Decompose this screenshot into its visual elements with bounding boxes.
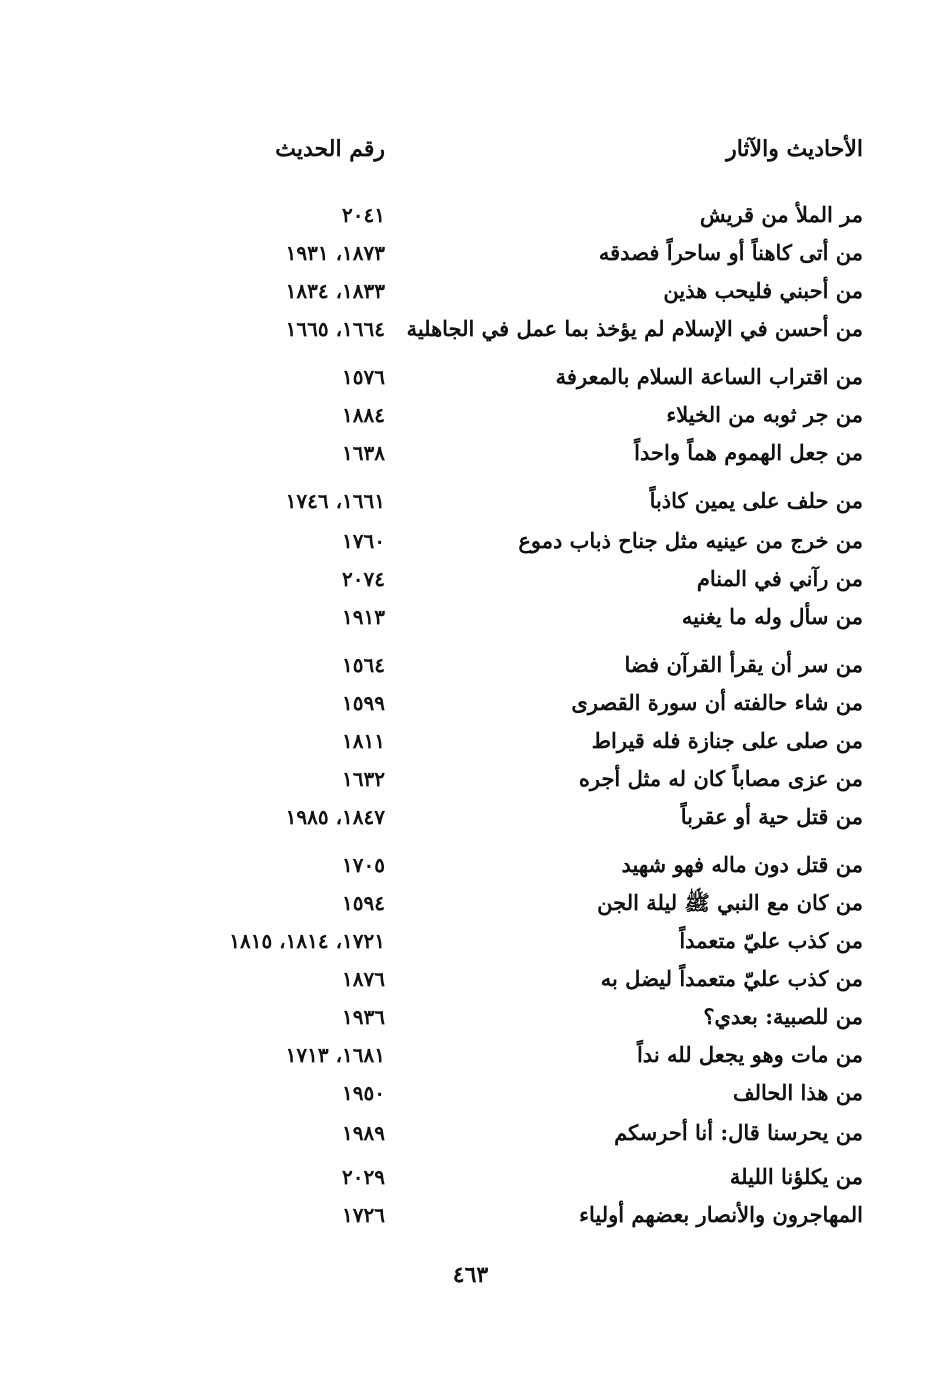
index-entry: [0, 1076, 941, 1110]
index-entry: [0, 312, 941, 346]
entry-text: من مات وهو يجعل لله نداً: [636, 1042, 863, 1067]
entry-numbers: ١٦٦٤، ١٦٦٥: [285, 317, 385, 341]
entry-text: من اقتراب الساعة السلام بالمعرفة: [555, 364, 863, 389]
entry-text: من قتل دون ماله فهو شهيد: [621, 852, 863, 877]
entry-text: من كذب عليّ متعمداً ليضل به: [600, 966, 863, 991]
entry-text: من أحبني فليحب هذين: [663, 278, 863, 303]
entry-numbers: ١٥٩٤: [342, 891, 385, 915]
entry-numbers: ١٧٦٠: [342, 529, 385, 553]
entry-text: من كذب عليّ متعمداً: [679, 928, 863, 953]
index-entry: [0, 648, 941, 682]
entry-text: المهاجرون والأنصار بعضهم أولياء: [579, 1202, 863, 1227]
entry-numbers: ١٨٣٣، ١٨٣٤: [285, 279, 385, 303]
entry-numbers: ١٧٢٦: [342, 1203, 385, 1227]
entry-text: من هذا الحالف: [732, 1080, 863, 1105]
index-entry: [0, 1000, 941, 1034]
index-entry: [0, 236, 941, 270]
index-entry: [0, 724, 941, 758]
entry-text: من يكلؤنا الليلة: [729, 1164, 863, 1189]
index-entry: [0, 484, 941, 518]
entry-numbers: ١٦٦١، ١٧٤٦: [285, 489, 385, 513]
entry-numbers: ١٩٨٩: [342, 1121, 385, 1145]
entry-numbers: ١٧٢١، ١٨١٤، ١٨١٥: [229, 929, 385, 953]
entry-text: من كان مع النبي ﷺ ليلة الجن: [597, 890, 863, 915]
entry-numbers: ١٨٨٤: [342, 403, 385, 427]
entry-numbers: ٢٠٢٩: [342, 1165, 385, 1189]
index-entry: [0, 524, 941, 558]
column-header: [0, 136, 941, 172]
number-column-title: رقم الحديث: [275, 136, 385, 162]
index-entry: [0, 360, 941, 394]
entry-text: من حلف على يمين كاذباً: [649, 488, 863, 513]
entry-text: من شاء حالفته أن سورة القصرى: [571, 690, 863, 715]
entry-numbers: ١٧٠٥: [342, 853, 385, 877]
entry-text: من أحسن في الإسلام لم يؤخذ بما عمل في الجاهلية: [406, 316, 863, 341]
index-entry: [0, 962, 941, 996]
index-entry: [0, 1116, 941, 1150]
entry-numbers: ١٩٥٠: [342, 1081, 385, 1105]
entry-text: من للصبية: بعدي؟: [703, 1004, 863, 1029]
index-entry: [0, 800, 941, 834]
entry-numbers: ٢٠٤١: [342, 203, 385, 227]
entry-numbers: ١٦٨١، ١٧١٣: [285, 1043, 385, 1067]
entry-numbers: ١٦٣٢: [342, 767, 385, 791]
entry-numbers: ١٦٣٨: [342, 441, 385, 465]
index-entry: [0, 762, 941, 796]
index-entry: [0, 886, 941, 920]
entry-numbers: ١٨٧٦: [342, 967, 385, 991]
entry-numbers: ١٨٧٣، ١٩٣١: [285, 241, 385, 265]
entry-numbers: ١٨٤٧، ١٩٨٥: [285, 805, 385, 829]
entry-numbers: ١٩١٣: [342, 605, 385, 629]
hadith-column-title: الأحاديث والآثار: [726, 136, 863, 162]
index-entry: [0, 848, 941, 882]
entry-numbers: ٢٠٧٤: [342, 567, 385, 591]
entry-text: مر الملأ من قريش: [699, 202, 863, 227]
entry-numbers: ١٥٦٤: [342, 653, 385, 677]
entry-text: من سر أن يقرأ القرآن فضا: [624, 652, 863, 677]
entry-text: من عزى مصاباً كان له مثل أجره: [578, 766, 863, 791]
entry-text: من جعل الهموم هماً واحداً: [634, 440, 863, 465]
index-entry: [0, 924, 941, 958]
index-entry: [0, 436, 941, 470]
index-entry: [0, 600, 941, 634]
entry-text: من قتل حية أو عقرباً: [680, 804, 863, 829]
page-number: ٤٦٣: [452, 1262, 489, 1288]
entry-text: من يحرسنا قال: أنا أحرسكم: [614, 1120, 863, 1145]
index-entry: [0, 198, 941, 232]
index-entry: [0, 398, 941, 432]
index-entry: [0, 686, 941, 720]
index-entry: [0, 1038, 941, 1072]
entry-text: من جر ثوبه من الخيلاء: [666, 402, 863, 427]
entry-numbers: ١٨١١: [342, 729, 385, 753]
entry-text: من خرج من عينيه مثل جناح ذباب دموع: [518, 528, 863, 553]
entry-numbers: ١٥٧٦: [342, 365, 385, 389]
index-entry: [0, 274, 941, 308]
index-entry: [0, 562, 941, 596]
entry-numbers: ١٥٩٩: [342, 691, 385, 715]
entry-text: من رآني في المنام: [696, 566, 863, 591]
entry-text: من صلى على جنازة فله قيراط: [591, 728, 863, 753]
entry-numbers: ١٩٣٦: [342, 1005, 385, 1029]
entry-text: من سأل وله ما يغنيه: [681, 604, 863, 629]
entry-text: من أتى كاهناً أو ساحراً فصدقه: [598, 240, 863, 265]
index-entry: [0, 1160, 941, 1194]
index-entry: [0, 1198, 941, 1232]
